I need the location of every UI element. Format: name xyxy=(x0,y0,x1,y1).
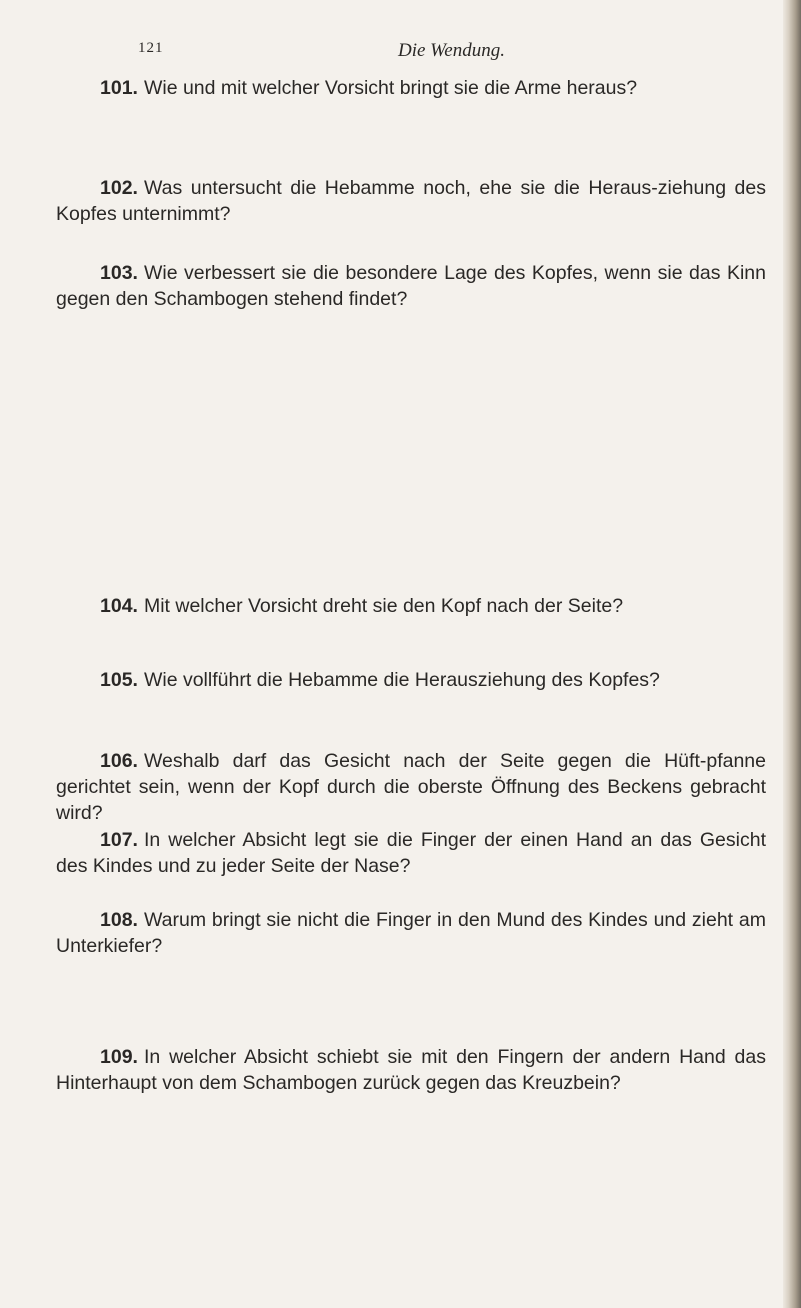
question-text: In welcher Absicht schiebt sie mit den Fingern der andern Hand das Hinterhaupt von dem Schambogen zurück gegen das Kreuzbein? xyxy=(56,1046,766,1094)
question-101 xyxy=(100,75,766,101)
question-number: 104. xyxy=(100,595,138,617)
question-105 xyxy=(56,667,766,693)
question-109 xyxy=(56,1044,766,1096)
question-number: 103. xyxy=(100,262,138,284)
question-103 xyxy=(56,260,766,312)
question-number: 107. xyxy=(100,829,138,851)
question-text: Wie verbessert sie die besondere Lage des Kopfes, wenn sie das Kinn gegen den Schambogen stehend findet? xyxy=(56,262,766,310)
question-106 xyxy=(56,748,766,826)
running-head: Die Wendung. xyxy=(398,40,505,61)
question-text: Wie und mit welcher Vorsicht bringt sie die Arme heraus? xyxy=(143,77,638,99)
question-108 xyxy=(56,907,766,959)
question-104 xyxy=(56,593,766,619)
question-text: Warum bringt sie nicht die Finger in den Mund des Kindes und zieht am Unterkiefer? xyxy=(56,909,766,957)
question-102 xyxy=(56,175,766,227)
page-edge-shadow xyxy=(783,0,801,1308)
question-number: 108. xyxy=(100,909,138,931)
question-text: Was untersucht die Hebamme noch, ehe sie die Heraus-ziehung des Kopfes unternimmt? xyxy=(56,177,766,225)
question-text: Mit welcher Vorsicht dreht sie den Kopf nach der Seite? xyxy=(143,595,624,617)
question-text: Weshalb darf das Gesicht nach der Seite gegen die Hüft-pfanne gerichtet sein, wenn der Kopf durch die oberste Öffnung des Beckens gebracht wird? xyxy=(56,750,766,824)
question-107 xyxy=(56,827,766,879)
page-number: 121 xyxy=(138,40,164,56)
question-number: 102. xyxy=(100,177,138,199)
question-number: 101. xyxy=(100,77,138,99)
question-number: 105. xyxy=(100,669,138,691)
question-text: In welcher Absicht legt sie die Finger der einen Hand an das Gesicht des Kindes und zu jeder Seite der Nase? xyxy=(56,829,766,877)
question-number: 109. xyxy=(100,1046,138,1068)
question-text: Wie vollführt die Hebamme die Herausziehung des Kopfes? xyxy=(143,669,660,691)
question-number: 106. xyxy=(100,750,138,772)
